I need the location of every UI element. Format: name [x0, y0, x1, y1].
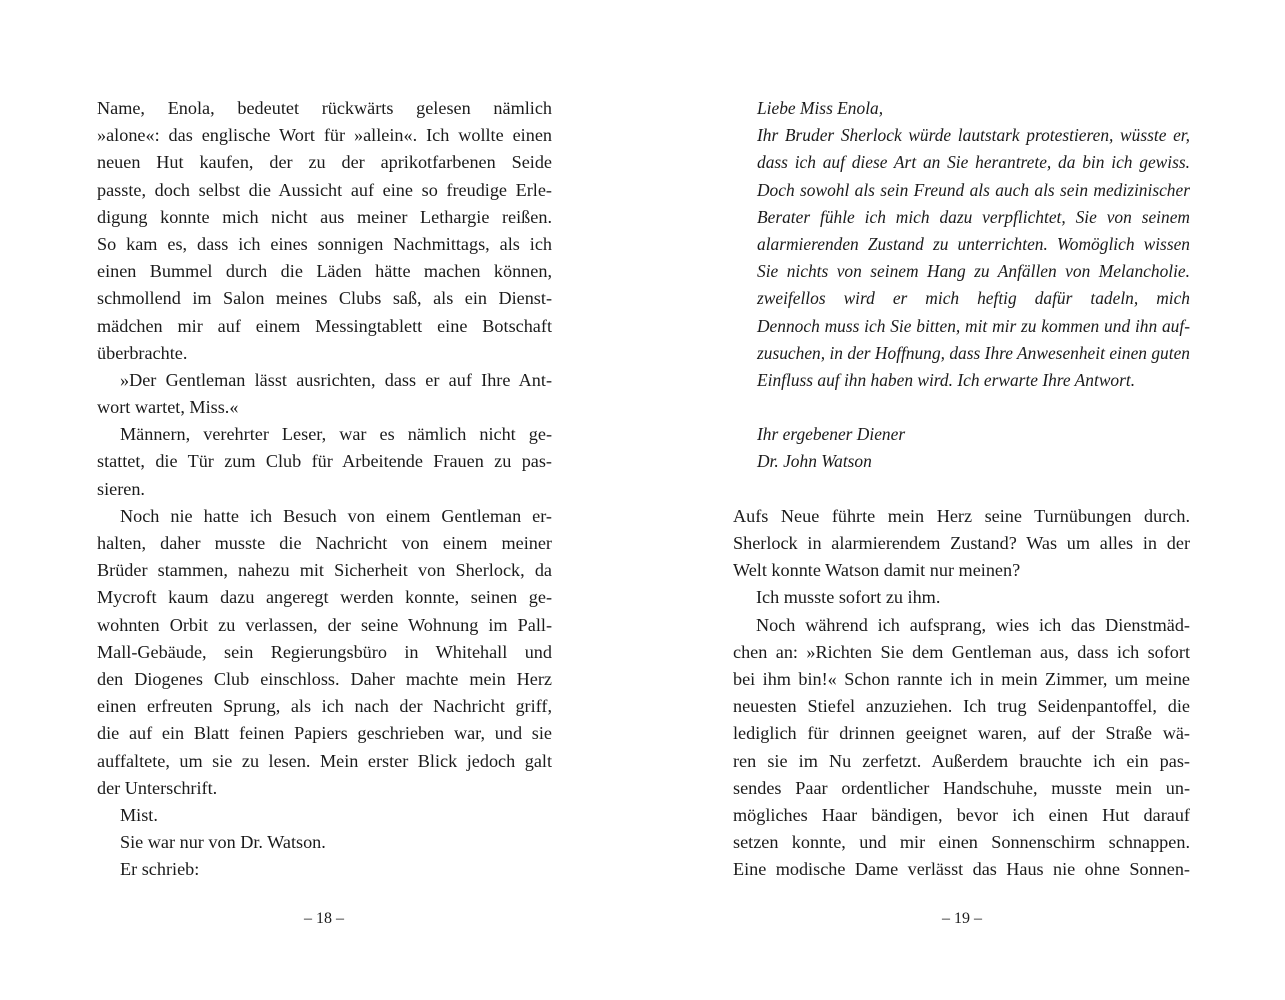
text-line: wort wartet, Miss.« [97, 397, 239, 418]
text-line: »alone«: das englische Wort für »allein«. Ich wollte einen [97, 125, 552, 146]
letter-line: Sie nichts von seinem Hang zu Anfällen von Melancholie. [757, 261, 1190, 282]
text-line: die auf ein Blatt feinen Papiers geschrieben war, und sie [97, 723, 552, 744]
blank-line [733, 394, 1190, 421]
text-line: überbrachte. [97, 342, 188, 363]
text-line: den Diogenes Club einschloss. Daher machte mein Herz [97, 668, 552, 689]
text-line: mädchen mir auf einem Messingtablett eine Botschaft [97, 315, 552, 336]
text-line: der Unterschrift. [97, 777, 218, 798]
text-line: digung konnte mich nicht aus meiner Lethargie reißen. [97, 206, 552, 227]
letter-line: alarmierenden Zustand zu unterrichten. Womöglich wissen [757, 233, 1190, 254]
text-line: Noch während ich aufsprang, wies ich das Dienstmäd- [756, 614, 1190, 635]
text-line: einen Bummel durch die Läden hätte machen können, [97, 261, 552, 282]
text-line: Brüder stammen, nahezu mit Sicherheit von Sherlock, da [97, 560, 552, 581]
text-line: Mycroft kaum dazu angeregt werden konnte, seinen ge- [97, 587, 552, 608]
letter-line: dass ich auf diese Art an Sie herantrete, da bin ich gewiss. [757, 152, 1190, 173]
letter-line: Ihr Bruder Sherlock würde lautstark protestieren, wüsste er, [757, 125, 1190, 146]
text-line: stattet, die Tür zum Club für Arbeitende Frauen zu pas- [97, 451, 552, 472]
text-line: schmollend im Salon meines Clubs saß, als ein Dienst- [97, 288, 552, 309]
letter-line: Doch sowohl als sein Freund als auch als sein medizinischer [757, 179, 1190, 200]
text-line: Noch nie hatte ich Besuch von einem Gentleman er- [120, 505, 552, 526]
text-line: sieren. [97, 478, 145, 499]
right-page-text [733, 95, 1190, 883]
text-line: wohnten Orbit zu verlassen, der seine Wohnung im Pall- [97, 614, 552, 635]
text-line: Mist. [120, 804, 158, 825]
text-line: Ich musste sofort zu ihm. [756, 587, 941, 608]
letter-line: zweifellos wird er mich heftig dafür tadeln, mich [757, 288, 1190, 309]
text-line: sendes Paar ordentlicher Handschuhe, musste mein un- [733, 777, 1190, 798]
text-line: setzen konnte, und mir einen Sonnenschirm schnappen. [733, 832, 1190, 853]
blank-line [733, 476, 1190, 503]
text-line: So kam es, dass ich eines sonnigen Nachmittags, als ich [97, 233, 552, 254]
text-line: Sherlock in alarmierendem Zustand? Was um alles in der [733, 533, 1190, 553]
text-line: ren sie im Nu zerfetzt. Außerdem brauchte ich ein pas- [733, 750, 1190, 771]
left-page-text [97, 95, 552, 883]
text-line: Sie war nur von Dr. Watson. [120, 832, 326, 853]
text-line: Welt konnte Watson damit nur meinen? [733, 560, 1021, 581]
letter-line: Berater fühle ich mich dazu verpflichtet, Sie von seinem [757, 206, 1190, 227]
text-line: halten, daher musste die Nachricht von einem meiner [97, 533, 552, 553]
text-line: passte, doch selbst die Aussicht auf eine so freudige Erle- [97, 179, 552, 200]
letter-line: zusuchen, in der Hoffnung, dass Ihre Anwesenheit einen guten [757, 342, 1190, 363]
text-line: chen an: »Richten Sie dem Gentleman aus, dass ich sofort [733, 641, 1190, 662]
letter-line: Ihr ergebener Diener [757, 424, 906, 445]
text-line: bei ihm bin!« Schon rannte ich in mein Zimmer, um meine [733, 668, 1190, 689]
text-line: Eine modische Dame verlässt das Haus nie ohne Sonnen- [733, 859, 1190, 880]
text-line: »Der Gentleman lässt ausrichten, dass er auf Ihre Ant- [120, 369, 552, 390]
page-number-left: – 18 – [304, 910, 344, 927]
text-line: Männern, verehrter Leser, war es nämlich nicht ge- [120, 424, 552, 445]
letter-line: Einfluss auf ihn haben wird. Ich erwarte Ihre Antwort. [757, 369, 1136, 390]
text-line: einen erfreuten Sprung, als ich nach der Nachricht griff, [97, 696, 552, 717]
text-line: mögliches Haar bändigen, bevor ich einen Hut darauf [733, 804, 1190, 825]
text-line: Mall-Gebäude, sein Regierungsbüro in Whitehall und [97, 641, 552, 662]
text-line: neuesten Stiefel anzuziehen. Ich trug Seidenpantoffel, die [733, 696, 1190, 717]
text-line: Aufs Neue führte mein Herz seine Turnübungen durch. [733, 505, 1190, 526]
page-number-right: – 19 – [942, 910, 982, 927]
text-line: auffaltete, um sie zu lesen. Mein erster Blick jedoch galt [97, 750, 552, 771]
letter-line: Dr. John Watson [757, 451, 872, 472]
text-line: lediglich für drinnen geeignet waren, auf der Straße wä- [733, 723, 1190, 744]
letter-line: Liebe Miss Enola, [757, 98, 884, 118]
text-line: Er schrieb: [120, 859, 200, 880]
text-line: Name, Enola, bedeutet rückwärts gelesen nämlich [97, 98, 552, 118]
text-line: neuen Hut kaufen, der zu der aprikotfarbenen Seide [97, 152, 552, 173]
letter-line: Dennoch muss ich Sie bitten, mit mir zu kommen und ihn auf- [757, 315, 1190, 336]
